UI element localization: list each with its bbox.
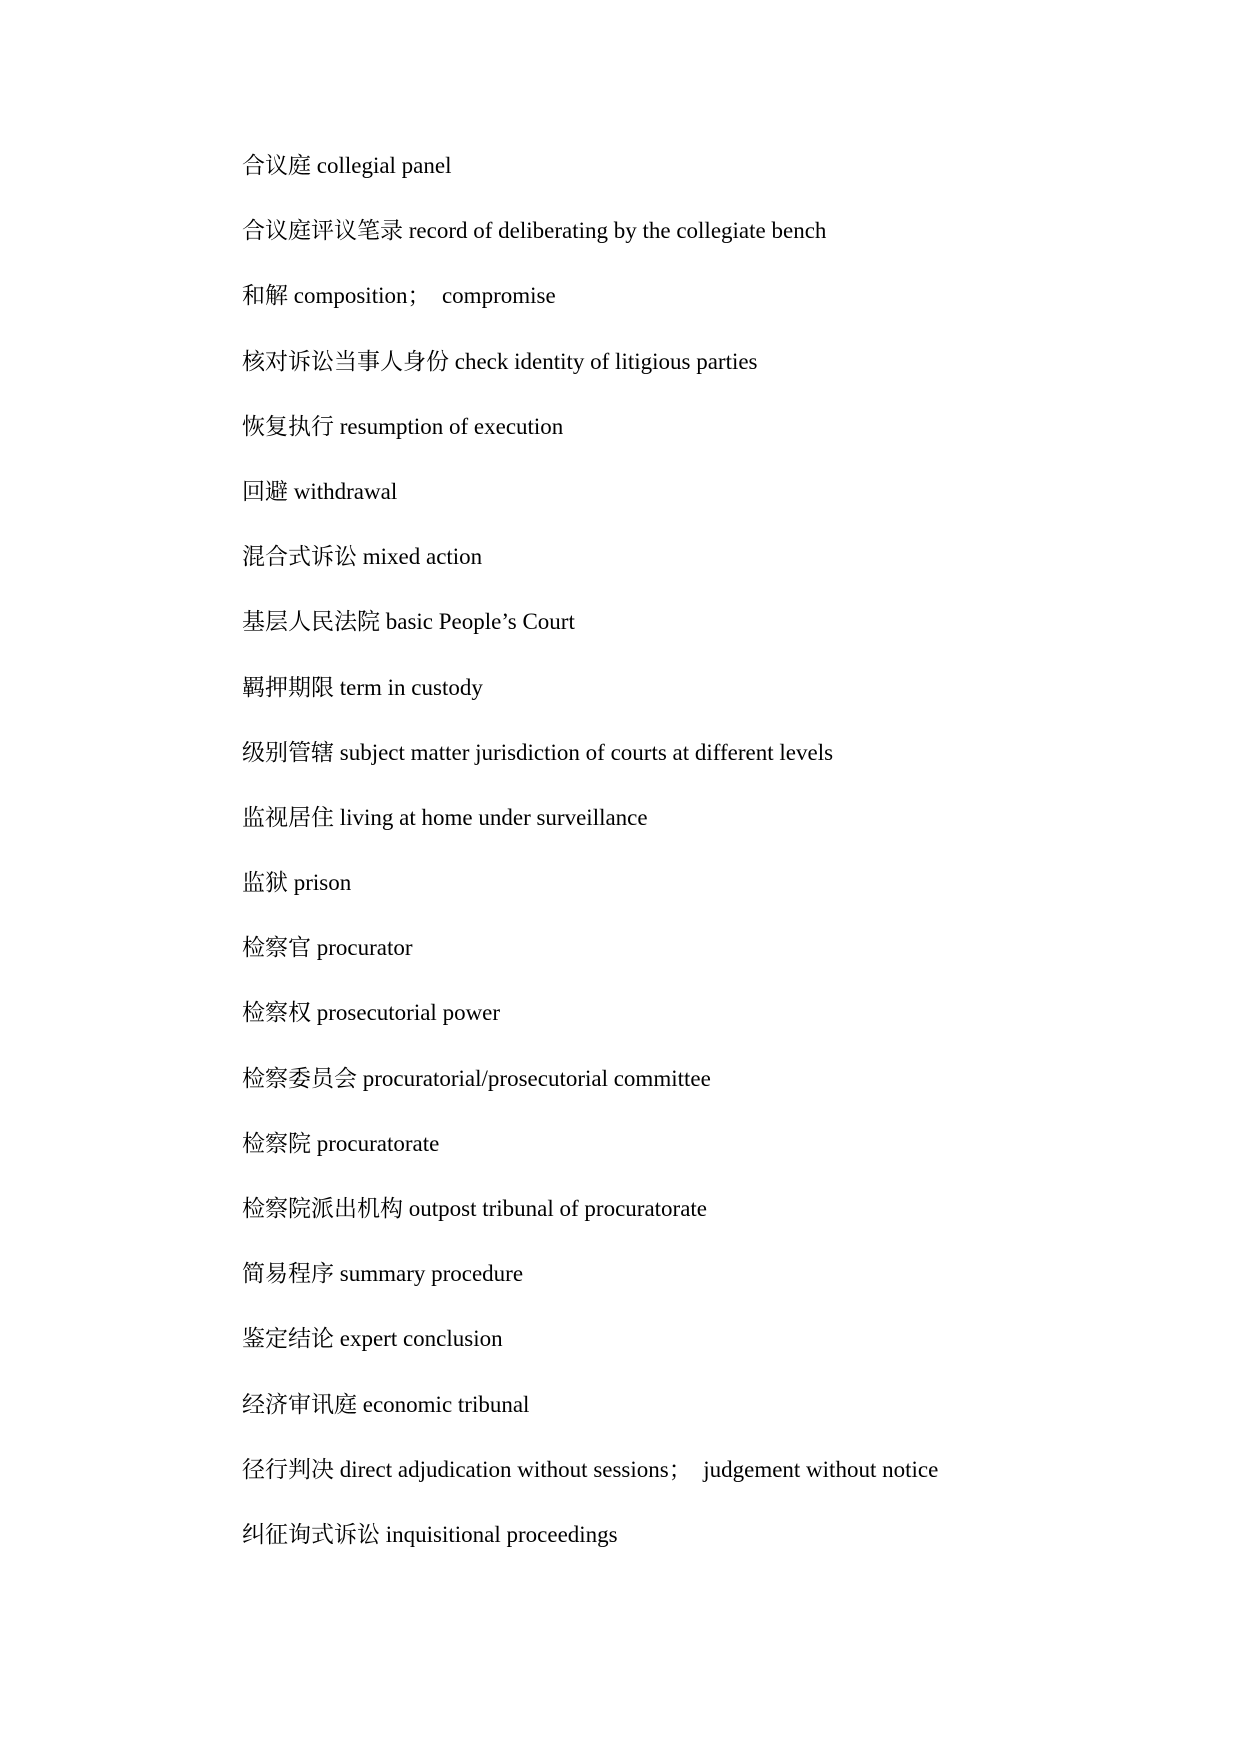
glossary-entry: 检察委员会 procuratorial/prosecutorial committee bbox=[242, 1065, 711, 1091]
glossary-entry: 基层人民法院 basic People’s Court bbox=[242, 609, 575, 635]
glossary-entry: 径行判决 direct adjudication without sessions； judgement without notice bbox=[242, 1456, 939, 1482]
glossary-entry: 纠征询式诉讼 inquisitional proceedings bbox=[242, 1521, 618, 1547]
glossary-entry: 监狱 prison bbox=[242, 870, 352, 896]
glossary-list bbox=[242, 151, 1182, 1585]
glossary-entry: 经济审讯庭 economic tribunal bbox=[242, 1391, 530, 1417]
glossary-entry: 鉴定结论 expert conclusion bbox=[242, 1326, 503, 1352]
glossary-entry: 级别管辖 subject matter jurisdiction of courts at different levels bbox=[242, 739, 834, 765]
glossary-entry: 恢复执行 resumption of execution bbox=[242, 413, 564, 439]
glossary-entry: 混合式诉讼 mixed action bbox=[242, 544, 483, 570]
glossary-entry: 检察权 prosecutorial power bbox=[242, 1000, 501, 1026]
glossary-entry: 检察院派出机构 outpost tribunal of procuratorate bbox=[242, 1196, 708, 1221]
glossary-entry: 合议庭评议笔录 record of deliberating by the collegiate bench bbox=[242, 218, 827, 244]
glossary-entry: 回避 withdrawal bbox=[242, 478, 398, 504]
glossary-entry: 检察官 procurator bbox=[242, 935, 413, 961]
glossary-entry: 和解 composition； compromise bbox=[242, 283, 556, 309]
glossary-entry: 检察院 procuratorate bbox=[242, 1130, 440, 1156]
glossary-entry: 羁押期限 term in custody bbox=[242, 674, 483, 700]
glossary-entry: 合议庭 collegial panel bbox=[242, 153, 452, 178]
glossary-entry: 简易程序 summary procedure bbox=[242, 1261, 524, 1287]
glossary-entry: 监视居住 living at home under surveillance bbox=[242, 804, 648, 830]
glossary-entry: 核对诉讼当事人身份 check identity of litigious parties bbox=[242, 348, 758, 374]
